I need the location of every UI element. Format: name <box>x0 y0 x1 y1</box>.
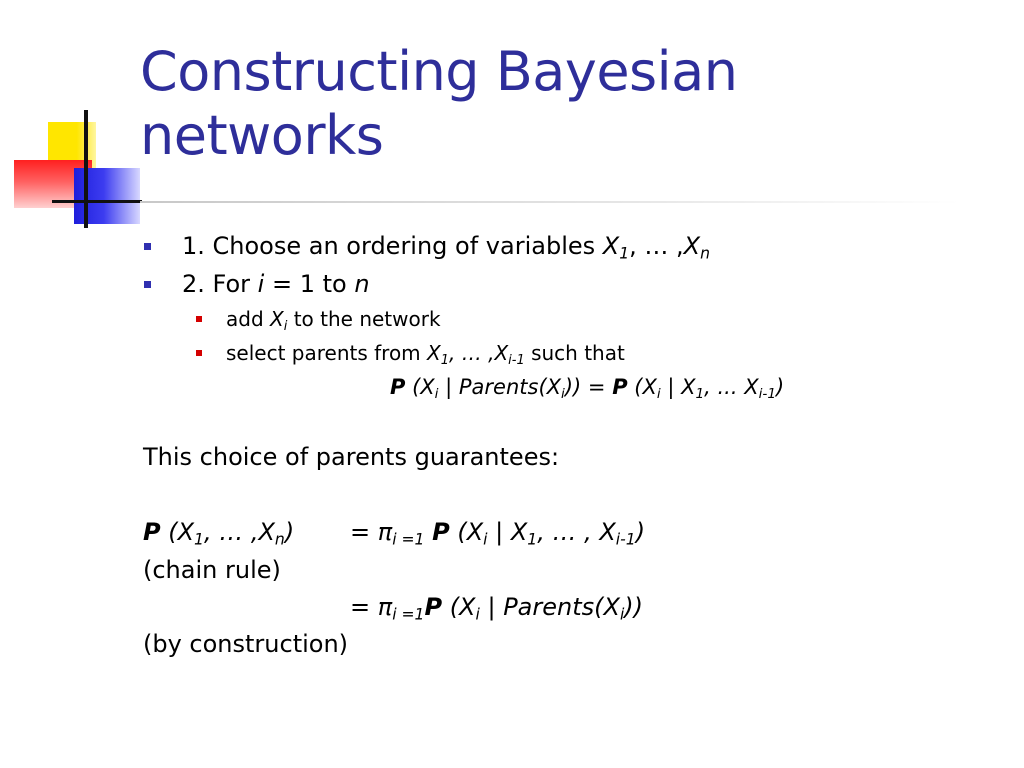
bullet-square-icon <box>144 243 151 250</box>
formula-by-construction: = $\pi_{i =1}P$ ($X_i$ | $Parents(X_i)$) <box>350 593 644 624</box>
sub-bullet-square-icon <box>196 350 202 356</box>
guarantee-text: This choice of parents guarantees: <box>143 443 560 471</box>
chain-rule-label: (chain rule) <box>143 556 281 584</box>
title-line-1: Constructing Bayesian <box>140 40 738 103</box>
formula-joint-right: = $\pi_{i =1}$ P ($X_i$ | $X_1$, … , $X_{i-1}$) <box>350 518 646 549</box>
slide-title <box>140 40 960 168</box>
decor-vertical-line <box>84 110 88 228</box>
title-underline <box>140 201 960 203</box>
bullet-square-icon <box>144 281 151 288</box>
formula-joint-left: P ($X_1$, … $,X_n$) <box>143 518 295 549</box>
bullet-for-loop: 2. For i = 1 to n <box>182 269 370 299</box>
by-construction-label: (by construction) <box>143 630 349 658</box>
sub-bullet-select: select parents from $X_1$, … $,X_{i-1}$ such that <box>226 340 625 366</box>
sub-bullet-add: add $X_i$ to the network <box>226 306 441 332</box>
formula-parents-condition: P ($X_i$ | $Parents(X_i)) = P$ ($X_i$ | $X_1$, ... $X_{i-1}$) <box>390 375 785 403</box>
bullet-ordering: 1. Choose an ordering of variables $X_1$, … $,X_n$ <box>182 231 710 261</box>
title-line-2: networks <box>140 104 384 167</box>
sub-bullet-square-icon <box>196 316 202 322</box>
decor-horizontal-line <box>52 200 142 203</box>
